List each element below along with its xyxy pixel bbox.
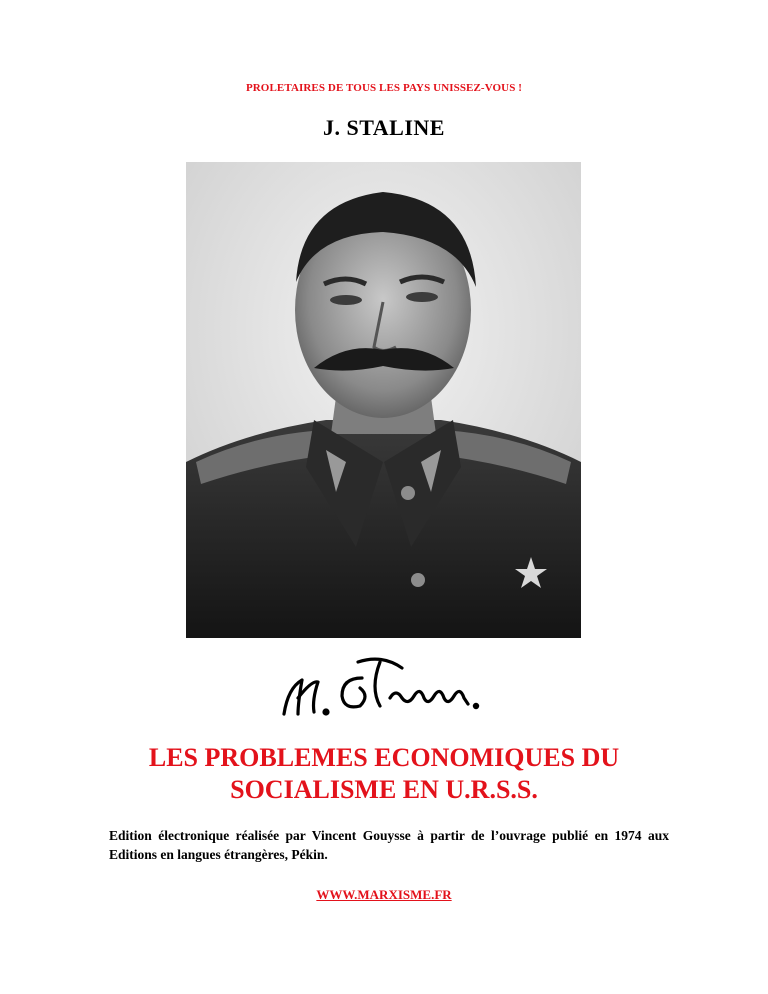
book-title [0, 742, 768, 806]
book-title-line-2: SOCIALISME EN U.R.S.S. [230, 775, 538, 804]
edition-credit: Edition électronique réalisée par Vincent Gouysse à partir de l’ouvrage publié en 1974 aux Editions en langues étrangères, Pékin. [109, 828, 669, 862]
author-name: J. STALINE [323, 115, 445, 140]
signature-image [262, 648, 502, 728]
portrait-image [186, 162, 581, 638]
website-link[interactable]: WWW.MARXISME.FR [316, 887, 452, 902]
book-title-line-1: LES PROBLEMES ECONOMIQUES DU [148, 743, 620, 772]
motto-heading: PROLETAIRES DE TOUS LES PAYS UNISSEZ-VOUS ! [245, 82, 523, 94]
